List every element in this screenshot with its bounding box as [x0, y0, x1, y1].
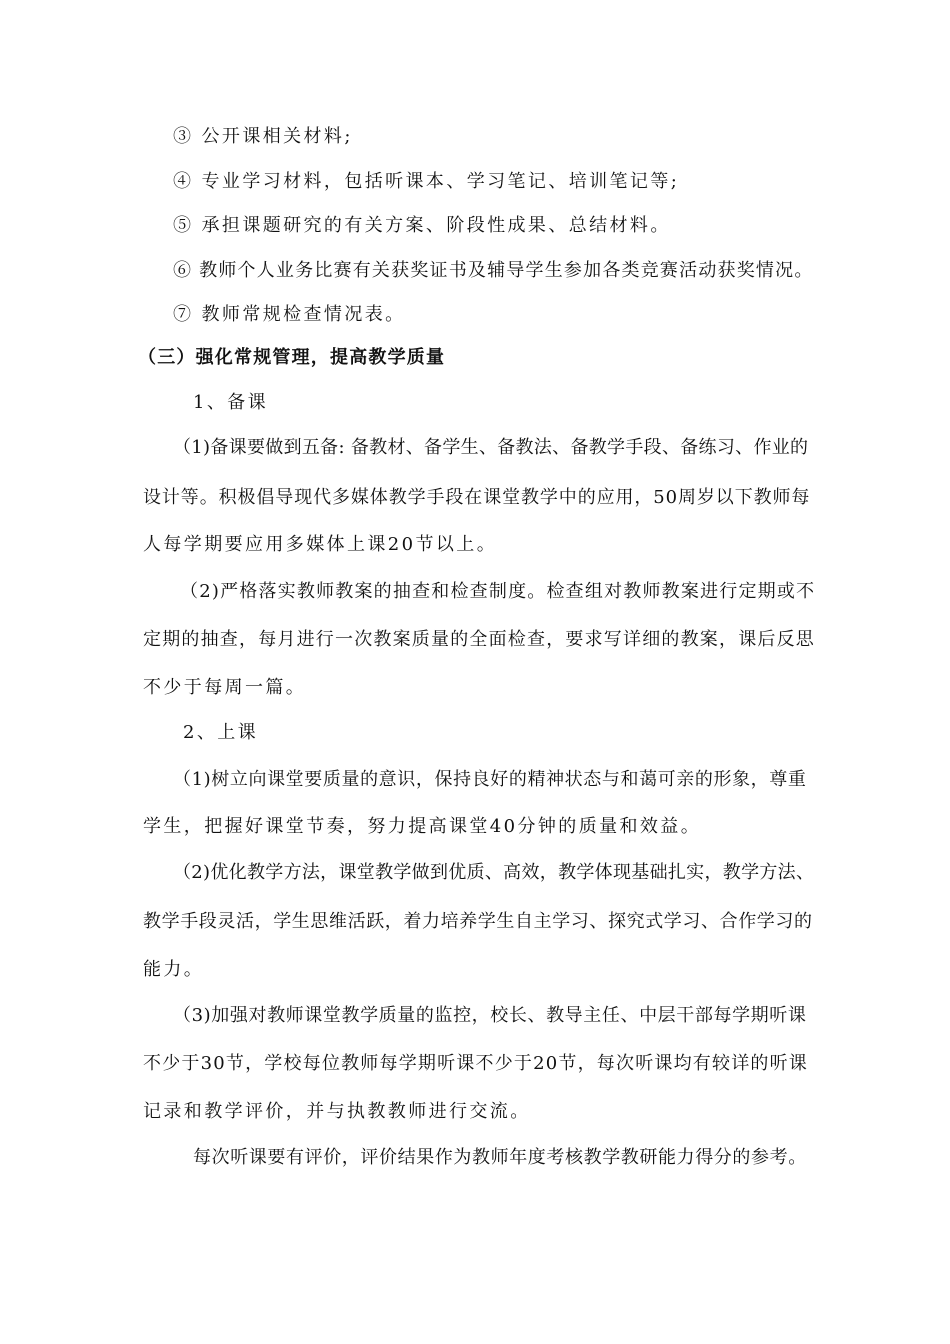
paragraph-line: （2)严格落实教师教案的抽查和检查制度。检查组对教师教案进行定期或不 — [180, 581, 816, 602]
paragraph-line: （1)备课要做到五备: 备教材、备学生、备教法、备教学手段、备练习、作业的 — [173, 437, 809, 458]
paragraph-line: 不少于30节，学校每位教师每学期听课不少于20节，每次听课均有较详的听课 — [143, 1053, 809, 1074]
paragraph-line: 每次听课要有评价，评价结果作为教师年度考核教学教研能力得分的参考。 — [193, 1147, 807, 1168]
paragraph-line: 能力。 — [143, 959, 205, 980]
subheading-teaching: 2、上课 — [183, 722, 259, 743]
paragraph-line: 人每学期要应用多媒体上课20节以上。 — [143, 534, 498, 555]
list-item-3: ③ 公开课相关材料; — [173, 126, 353, 147]
paragraph-line: 定期的抽查，每月进行一次教案质量的全面检查，要求写详细的教案，课后反思 — [143, 629, 815, 650]
paragraph-line: （3)加强对教师课堂教学质量的监控，校长、教导主任、中层干部每学期听课 — [173, 1005, 807, 1026]
paragraph-line: （1)树立向课堂要质量的意识，保持良好的精神状态与和蔼可亲的形象，尊重 — [173, 769, 807, 790]
list-item-5: ⑤ 承担课题研究的有关方案、阶段性成果、总结材料。 — [173, 215, 671, 236]
list-item-7: ⑦ 教师常规检查情况表。 — [173, 304, 406, 325]
section-heading: （三）强化常规管理，提高教学质量 — [138, 347, 446, 368]
list-item-4: ④ 专业学习材料，包括听课本、学习笔记、培训笔记等; — [173, 171, 680, 192]
list-item-6: ⑥ 教师个人业务比赛有关获奖证书及辅导学生参加各类竞赛活动获奖情况。 — [173, 260, 814, 281]
paragraph-line: 设计等。积极倡导现代多媒体教学手段在课堂教学中的应用，50周岁以下教师每 — [143, 487, 811, 508]
paragraph-line: （2)优化教学方法，课堂教学做到优质、高效，教学体现基础扎实，教学方法、 — [173, 862, 815, 883]
paragraph-line: 教学手段灵活，学生思维活跃，着力培养学生自主学习、探究式学习、合作学习的 — [143, 911, 813, 932]
paragraph-line: 不少于每周一篇。 — [143, 677, 307, 698]
subheading-lesson-prep: 1、备课 — [193, 392, 269, 413]
paragraph-line: 学生，把握好课堂节奏，努力提高课堂40分钟的质量和效益。 — [143, 816, 702, 837]
paragraph-line: 记录和教学评价，并与执教教师进行交流。 — [143, 1101, 531, 1122]
